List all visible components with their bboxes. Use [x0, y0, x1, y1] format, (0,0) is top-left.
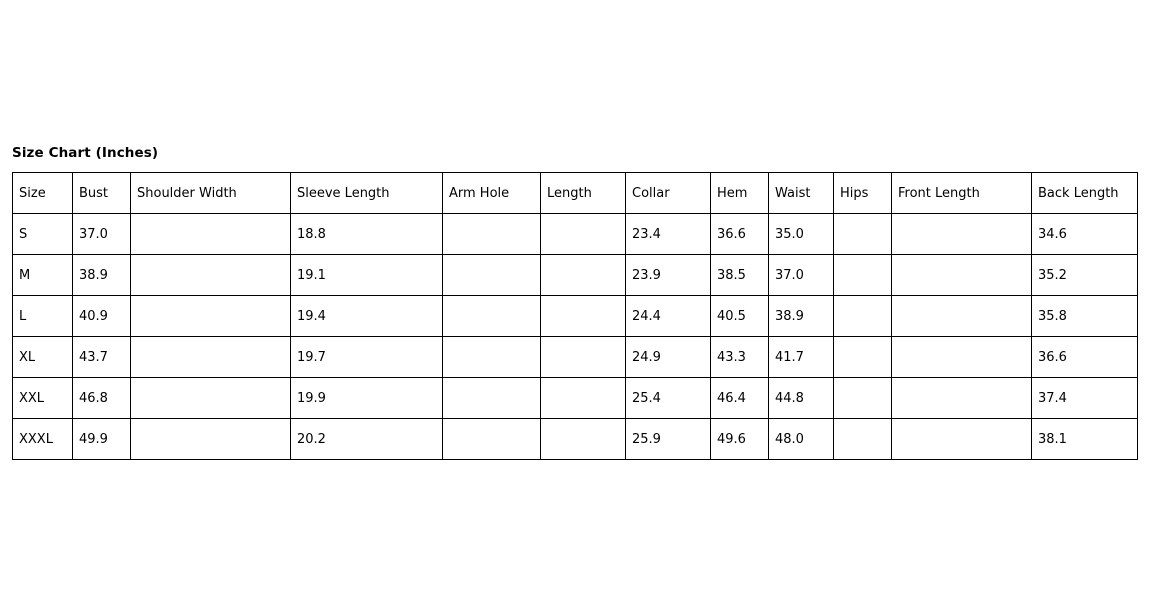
table-row [13, 255, 1138, 296]
cell-bust: 46.8 [73, 378, 131, 419]
cell-size: L [13, 296, 73, 337]
cell-waist: 48.0 [769, 419, 834, 460]
cell-back-length: 34.6 [1032, 214, 1138, 255]
cell-sleeve-length: 20.2 [291, 419, 443, 460]
cell-size: XXL [13, 378, 73, 419]
cell-collar: 24.9 [626, 337, 711, 378]
column-header-hem: Hem [711, 173, 769, 214]
column-header-collar: Collar [626, 173, 711, 214]
cell-length [541, 337, 626, 378]
cell-arm-hole [443, 296, 541, 337]
cell-arm-hole [443, 337, 541, 378]
cell-shoulder-width [131, 419, 291, 460]
column-header-arm-hole: Arm Hole [443, 173, 541, 214]
cell-collar: 25.4 [626, 378, 711, 419]
cell-front-length [892, 419, 1032, 460]
cell-back-length: 35.2 [1032, 255, 1138, 296]
cell-length [541, 255, 626, 296]
cell-waist: 41.7 [769, 337, 834, 378]
cell-arm-hole [443, 255, 541, 296]
cell-bust: 37.0 [73, 214, 131, 255]
table-row [13, 214, 1138, 255]
cell-front-length [892, 296, 1032, 337]
cell-collar: 23.4 [626, 214, 711, 255]
cell-waist: 38.9 [769, 296, 834, 337]
cell-sleeve-length: 18.8 [291, 214, 443, 255]
cell-length [541, 296, 626, 337]
cell-bust: 38.9 [73, 255, 131, 296]
cell-length [541, 378, 626, 419]
cell-hips [834, 337, 892, 378]
table-row [13, 296, 1138, 337]
cell-collar: 24.4 [626, 296, 711, 337]
size-chart-table [12, 172, 1138, 460]
cell-hem: 36.6 [711, 214, 769, 255]
column-header-back-length: Back Length [1032, 173, 1138, 214]
cell-waist: 44.8 [769, 378, 834, 419]
cell-hem: 46.4 [711, 378, 769, 419]
cell-back-length: 36.6 [1032, 337, 1138, 378]
cell-hips [834, 255, 892, 296]
column-header-waist: Waist [769, 173, 834, 214]
cell-shoulder-width [131, 378, 291, 419]
cell-arm-hole [443, 419, 541, 460]
cell-bust: 40.9 [73, 296, 131, 337]
cell-size: XL [13, 337, 73, 378]
column-header-length: Length [541, 173, 626, 214]
table-row [13, 419, 1138, 460]
cell-size: M [13, 255, 73, 296]
column-header-sleeve-length: Sleeve Length [291, 173, 443, 214]
cell-back-length: 37.4 [1032, 378, 1138, 419]
cell-hem: 38.5 [711, 255, 769, 296]
cell-hips [834, 419, 892, 460]
table-row [13, 378, 1138, 419]
cell-waist: 37.0 [769, 255, 834, 296]
cell-size: S [13, 214, 73, 255]
column-header-front-length: Front Length [892, 173, 1032, 214]
cell-waist: 35.0 [769, 214, 834, 255]
cell-hips [834, 296, 892, 337]
cell-sleeve-length: 19.9 [291, 378, 443, 419]
cell-bust: 49.9 [73, 419, 131, 460]
cell-hem: 49.6 [711, 419, 769, 460]
column-header-hips: Hips [834, 173, 892, 214]
cell-sleeve-length: 19.1 [291, 255, 443, 296]
cell-length [541, 214, 626, 255]
cell-shoulder-width [131, 296, 291, 337]
cell-hips [834, 214, 892, 255]
table-row [13, 337, 1138, 378]
size-chart-table-wrapper [12, 172, 1138, 460]
page-title: Size Chart (Inches) [12, 145, 159, 161]
cell-shoulder-width [131, 255, 291, 296]
column-header-size: Size [13, 173, 73, 214]
cell-collar: 23.9 [626, 255, 711, 296]
cell-hips [834, 378, 892, 419]
table-header-row [13, 173, 1138, 214]
cell-hem: 43.3 [711, 337, 769, 378]
cell-length [541, 419, 626, 460]
cell-front-length [892, 337, 1032, 378]
column-header-bust: Bust [73, 173, 131, 214]
cell-front-length [892, 255, 1032, 296]
cell-bust: 43.7 [73, 337, 131, 378]
cell-front-length [892, 214, 1032, 255]
cell-shoulder-width [131, 214, 291, 255]
column-header-shoulder-width: Shoulder Width [131, 173, 291, 214]
cell-arm-hole [443, 214, 541, 255]
cell-shoulder-width [131, 337, 291, 378]
cell-arm-hole [443, 378, 541, 419]
cell-hem: 40.5 [711, 296, 769, 337]
table-body [13, 214, 1138, 460]
cell-sleeve-length: 19.4 [291, 296, 443, 337]
table-header [13, 173, 1138, 214]
cell-sleeve-length: 19.7 [291, 337, 443, 378]
cell-collar: 25.9 [626, 419, 711, 460]
cell-front-length [892, 378, 1032, 419]
cell-back-length: 38.1 [1032, 419, 1138, 460]
cell-size: XXXL [13, 419, 73, 460]
cell-back-length: 35.8 [1032, 296, 1138, 337]
